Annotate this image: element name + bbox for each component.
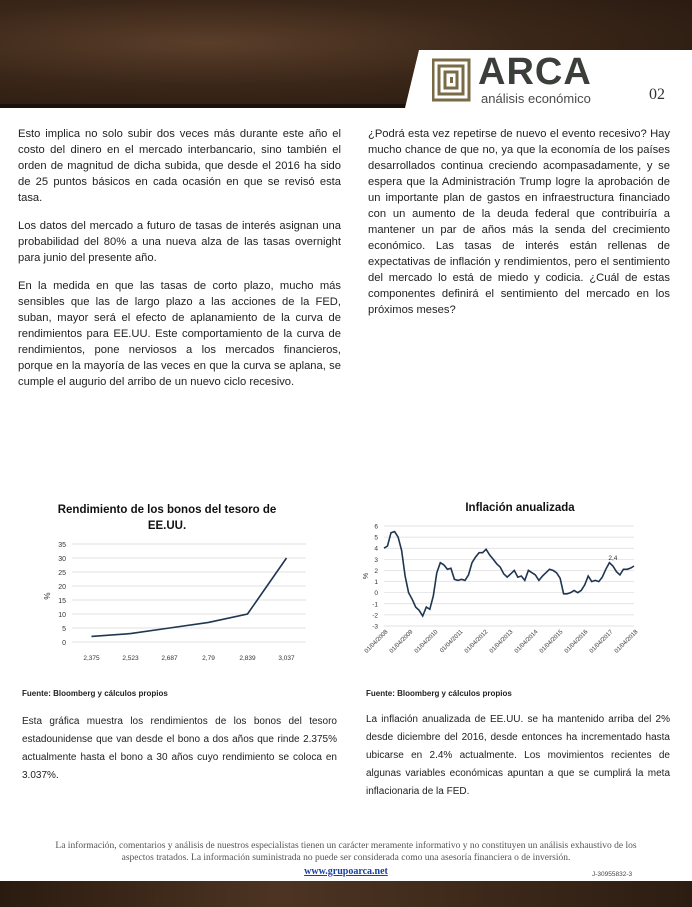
y-tick-label: 5 — [62, 626, 66, 633]
body-paragraph-2: Los datos del mercado a futuro de tasas de interés asignan una probabilidad del 80% a una nueva alza de las tasas overnight para junio del presente año. — [18, 220, 341, 264]
x-tick-label: 01/04/2012 — [463, 629, 490, 655]
x-tick-label: 01/04/2015 — [538, 629, 565, 655]
source-note-left: Fuente: Bloomberg y cálculos propios — [22, 689, 168, 698]
inflation-series-line — [384, 532, 634, 616]
inflation-chart-title: Inflación anualizada — [465, 502, 575, 514]
source-note-right: Fuente: Bloomberg y cálculos propios — [366, 689, 512, 698]
y-tick-label: -3 — [372, 623, 378, 631]
x-tick-label: 2,375 — [83, 655, 100, 662]
yield-series-line — [92, 558, 287, 636]
y-tick-label: 5 — [374, 534, 378, 542]
footer-band — [0, 881, 692, 907]
y-tick-label: 1 — [374, 579, 378, 587]
x-tick-label: 01/04/2017 — [588, 629, 615, 655]
y-tick-label: -2 — [372, 612, 378, 620]
caption-left: Esta gráfica muestra los rendimientos de los bonos del tesoro estadounidense que van desde el bono a dos años que rinde 2.375% actualmente hasta el bono a 30 años cuyo rendimiento se coloca en 3.037%. — [22, 716, 337, 781]
y-tick-label: 35 — [58, 542, 66, 549]
x-tick-label: 01/04/2013 — [488, 629, 515, 655]
page-number: 02 — [649, 86, 665, 103]
inflation-chart — [362, 518, 652, 678]
y-tick-label: 2 — [374, 567, 378, 575]
y-tick-label: 10 — [58, 612, 66, 619]
x-tick-label: 2,523 — [122, 655, 139, 662]
footer-disclaimer: La información, comentarios y análisis de nuestros especialistas tienen un carácter meramente informativo y no constituyen un análisis exhaustivo de los aspectos tratados. La información suministrada no puede ser considerada como una asesoría financiera o de inversión. — [55, 841, 637, 863]
x-tick-label: 01/04/2011 — [439, 629, 465, 655]
x-tick-label: 01/04/2016 — [563, 629, 590, 655]
x-tick-label: 01/04/2014 — [513, 629, 540, 655]
yield-chart — [28, 534, 318, 674]
x-tick-label: 01/04/2010 — [413, 629, 440, 655]
caption-right: La inflación anualizada de EE.UU. se ha mantenido arriba del 2% desde diciembre del 2016, desde entonces ha incrementado hasta ubicarse en 2.4% actualmente. Los movimientos recientes de algunas variables económicas apuntan a que se cumplirá la meta inflacionaria de la FED. — [366, 714, 670, 797]
yield-chart-title: Rendimiento de los bonos del tesoro de EE.UU. — [57, 504, 277, 532]
y-tick-label: 25 — [58, 570, 66, 577]
arca-logo-icon — [432, 58, 472, 102]
body-paragraph-1: Esto implica no solo subir dos veces más durante este año el costo del dinero en el mercado interbancario, sino también el orden de magnitud de dicha subida, que desde el 2016 ha sido de 25 puntos básicos en cada ocasión en que se revisó esta tasa. — [18, 128, 341, 204]
x-tick-label: 2,687 — [161, 655, 178, 662]
x-tick-label: 01/04/2009 — [388, 629, 415, 655]
body-paragraph-right: ¿Podrá esta vez repetirse de nuevo el evento recesivo? Hay mucho chance de que no, ya que la economía de los países desarrollados continua creciendo acompasadamente, y se espera que la Administración Trump logre la aprobación de un importante plan de gastos en infraestructura financiado con un aumento de la deuda federal que contribuiría a mantener un par de años más la senda del crecimiento económico. Las tasas de interés están rellenas de expectativas de inflación y rendimientos, pero el sentimiento del mercado lo está de miedo y codicia. ¿Cuál de estas componentes definirá el sentimiento del mercado en los próximos meses? — [368, 128, 670, 316]
brand-tagline: análisis económico — [481, 91, 591, 106]
brand-name: ARCA — [478, 51, 592, 93]
x-tick-label: 3,037 — [278, 655, 295, 662]
website-link[interactable]: www.grupoarca.net — [304, 866, 388, 877]
y-axis-label: % — [363, 572, 370, 580]
y-tick-label: 30 — [58, 556, 66, 563]
y-tick-label: 4 — [374, 545, 378, 553]
x-tick-label: 2,839 — [239, 655, 256, 662]
latest-value-label: 2,4 — [608, 555, 618, 562]
y-tick-label: 3 — [374, 556, 378, 564]
x-tick-label: 01/04/2018 — [613, 629, 640, 655]
y-axis-label: % — [43, 592, 52, 600]
x-tick-label: 2,79 — [202, 655, 215, 662]
y-tick-label: 6 — [374, 523, 378, 531]
document-id: J-30955832-3 — [592, 871, 633, 878]
body-paragraph-3: En la medida en que las tasas de corto plazo, mucho más sensibles que las de largo plazo a las acciones de la FED, suban, mayor será el efecto de aplanamiento de la curva de rendimientos para EE.UU. Este comportamiento de la curva de rendimientos, pone nerviosos a los mercados financieros, porque en la mayoría de las veces en que la curva se aplana, se cumple el augurio del arribo de un nuevo ciclo recesivo. — [18, 280, 341, 388]
y-tick-label: 0 — [62, 640, 66, 647]
y-tick-label: -1 — [372, 601, 378, 609]
y-tick-label: 15 — [58, 598, 66, 605]
y-tick-label: 0 — [374, 590, 378, 598]
y-tick-label: 20 — [58, 584, 66, 591]
x-tick-label: 01/04/2008 — [363, 629, 390, 655]
